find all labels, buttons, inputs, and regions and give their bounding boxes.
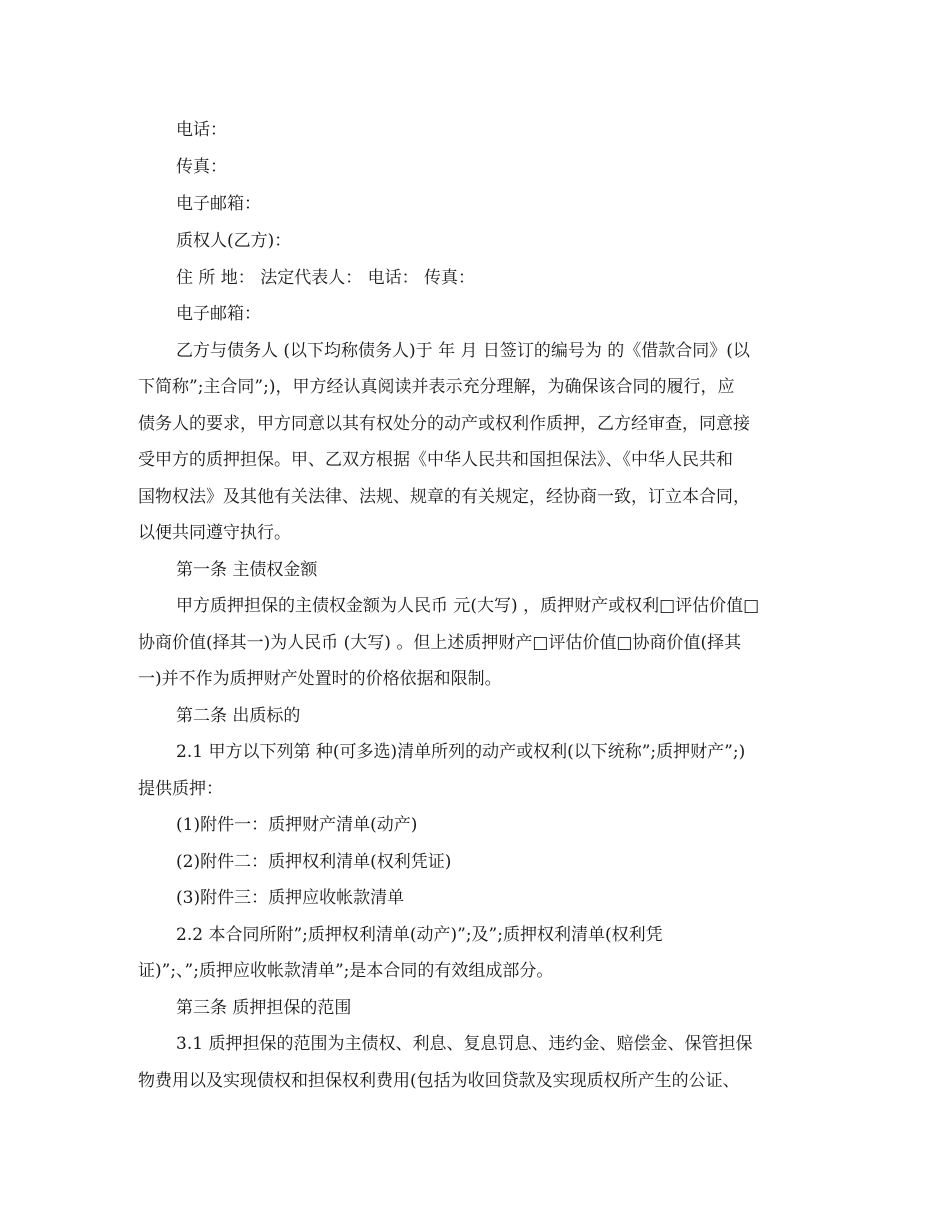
- attachment-item: (1)附件一：质押财产清单(动产): [176, 815, 418, 835]
- email-label: 电子邮箱：: [176, 194, 261, 214]
- attachment-item: (3)附件三：质押应收帐款清单: [176, 888, 405, 908]
- article-1-text: 一)并不作为质押财产处置时的价格依据和限制。: [138, 669, 502, 689]
- attachment-item: (2)附件二：质押权利清单(权利凭证): [176, 852, 452, 872]
- preamble-line: 下简称”;主合同”;)，甲方经认真阅读并表示充分理解，为确保该合同的履行，应: [138, 377, 735, 397]
- pledgee-contact-line: 住 所 地： 法定代表人： 电话： 传真：: [176, 268, 476, 288]
- preamble-line: 受甲方的质押担保。甲、乙双方根据《中华人民共和国担保法》、《中华人民共和: [138, 450, 733, 470]
- preamble-line: 乙方与债务人 (以下均称债务人)于 年 月 日签订的编号为 的《借款合同》(以: [176, 341, 750, 361]
- article-2-heading: 第二条 出质标的: [176, 706, 301, 726]
- preamble-line: 以便共同遵守执行。: [138, 523, 291, 543]
- clause-3-1-text: 3.1 质押担保的范围为主债权、利息、复息罚息、违约金、赔偿金、保管担保: [176, 1034, 753, 1054]
- clause-3-1-text: 物费用以及实现债权和担保权利费用(包括为收回贷款及实现质权所产生的公证、: [138, 1071, 740, 1091]
- clause-2-2-text: 证)”;、”;质押应收帐款清单”;是本合同的有效组成部分。: [138, 961, 554, 981]
- article-1-text: 甲方质押担保的主债权金额为人民币 元(大写) ，质押财产或权利□评估价值□: [176, 596, 760, 616]
- article-1-text: 协商价值(择其一)为人民币 (大写) 。但上述质押财产□评估价值□协商价值(择其: [138, 633, 742, 653]
- fax-label: 传真：: [176, 157, 227, 177]
- clause-2-1-text: 提供质押：: [138, 779, 223, 799]
- article-3-heading: 第三条 质押担保的范围: [176, 998, 352, 1018]
- preamble-line: 债务人的要求，甲方同意以其有权处分的动产或权利作质押，乙方经审查，同意接: [138, 414, 750, 434]
- preamble-line: 国物权法》及其他有关法律、法规、规章的有关规定，经协商一致，订立本合同，: [138, 487, 750, 507]
- pledgee-email-label: 电子邮箱：: [176, 304, 261, 324]
- phone-label: 电话：: [176, 120, 227, 140]
- pledgee-label: 质权人(乙方)：: [176, 231, 292, 251]
- article-1-heading: 第一条 主债权金额: [176, 560, 318, 580]
- clause-2-2-text: 2.2 本合同所附”;质押权利清单(动产)”;及”;质押权利清单(权利凭: [176, 925, 663, 945]
- clause-2-1-text: 2.1 甲方以下列第 种(可多选)清单所列的动产或权利(以下统称”;质押财产”;): [176, 742, 746, 762]
